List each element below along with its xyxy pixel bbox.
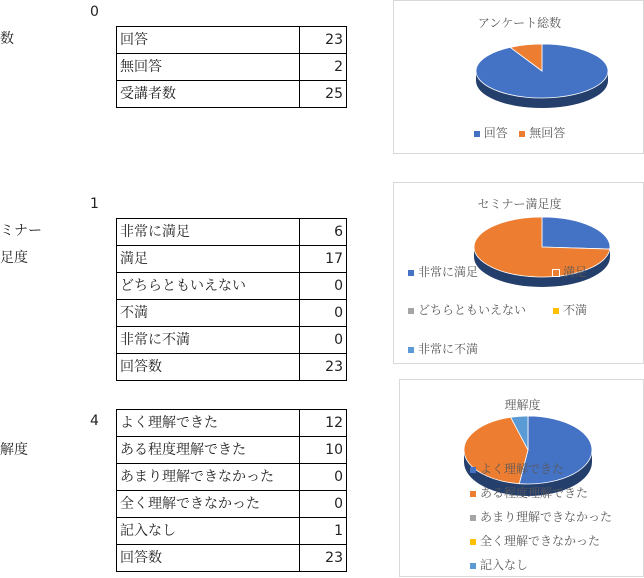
table-cell-label: 受講者数	[117, 81, 300, 108]
table-row	[117, 545, 347, 572]
table-row	[117, 464, 347, 491]
legend-label: あまり理解できなかった	[480, 510, 613, 524]
table-row	[117, 410, 347, 437]
table-row	[117, 354, 347, 381]
satisfaction-table	[116, 218, 347, 381]
legend-swatch	[519, 131, 525, 137]
section-number: 0	[90, 4, 99, 20]
table-row	[117, 81, 347, 108]
table-cell-value: 23	[300, 545, 347, 572]
table-row	[117, 491, 347, 518]
legend-swatch	[553, 308, 559, 314]
legend-swatch	[408, 308, 414, 314]
table-cell-label: 非常に不満	[117, 327, 300, 354]
legend-label: 回答	[483, 126, 508, 140]
survey-count-chart[interactable]	[393, 0, 644, 154]
understanding-table	[116, 409, 347, 572]
table-cell-value: 0	[300, 491, 347, 518]
legend-label: 満足	[563, 265, 588, 279]
table-cell-value: 0	[300, 327, 347, 354]
table-cell-label: 満足	[117, 246, 300, 273]
legend-label: 無回答	[529, 126, 566, 140]
table-cell-value: 0	[300, 300, 347, 327]
table-cell-value: 25	[300, 81, 347, 108]
chart-title: アンケート総数	[477, 16, 562, 30]
table-row	[117, 327, 347, 354]
legend-item	[408, 301, 526, 318]
section-label: 解度	[0, 442, 28, 458]
section-number: 1	[90, 196, 99, 212]
table-cell-label: 回答数	[117, 354, 300, 381]
legend-swatch	[470, 515, 476, 521]
chart-title: 理解度	[504, 398, 541, 412]
legend-label: どちらともいえない	[418, 303, 527, 317]
table-row	[117, 219, 347, 246]
legend-item	[470, 556, 528, 573]
understanding-chart[interactable]	[399, 379, 644, 577]
table-cell-label: 回答	[117, 27, 300, 54]
table-cell-label: あまり理解できなかった	[117, 464, 300, 491]
table-cell-label: 記入なし	[117, 518, 300, 545]
table-row	[117, 246, 347, 273]
table-cell-value: 10	[300, 437, 347, 464]
table-cell-value: 6	[300, 219, 347, 246]
pie-slice-1[interactable]	[542, 217, 610, 249]
legend-item	[408, 263, 478, 280]
legend-swatch	[470, 563, 476, 569]
chart-legend	[394, 124, 644, 141]
table-cell-value: 1	[300, 518, 347, 545]
table-cell-label: 無回答	[117, 54, 300, 81]
table-row	[117, 518, 347, 545]
survey-count-table	[116, 26, 347, 108]
table-row	[117, 27, 347, 54]
table-row	[117, 300, 347, 327]
legend-label: ある程度理解できた	[480, 486, 589, 500]
table-cell-value: 2	[300, 54, 347, 81]
table-row	[117, 54, 347, 81]
legend-label: 非常に不満	[418, 342, 479, 356]
table-cell-label: 不満	[117, 300, 300, 327]
table-row	[117, 437, 347, 464]
table-cell-value: 23	[300, 27, 347, 54]
legend-label: よく理解できた	[480, 462, 565, 476]
legend-label: 不満	[563, 303, 588, 317]
table-cell-value: 17	[300, 246, 347, 273]
table-cell-value: 23	[300, 354, 347, 381]
table-cell-label: 全く理解できなかった	[117, 491, 300, 518]
legend-item	[553, 301, 587, 318]
table-cell-value: 12	[300, 410, 347, 437]
section-label: 足度	[0, 250, 28, 266]
satisfaction-chart[interactable]	[393, 182, 644, 364]
legend-swatch	[474, 131, 480, 137]
legend-item	[408, 340, 478, 357]
chart-title: セミナー満足度	[477, 197, 562, 211]
table-cell-label: どちらともいえない	[117, 273, 300, 300]
legend-label: 全く理解できなかった	[480, 534, 601, 548]
table-cell-value: 0	[300, 273, 347, 300]
legend-item	[553, 263, 587, 280]
table-cell-label: 非常に満足	[117, 219, 300, 246]
legend-label: 非常に満足	[418, 265, 479, 279]
legend-item	[470, 460, 564, 477]
legend-item	[470, 484, 588, 501]
table-cell-label: よく理解できた	[117, 410, 300, 437]
legend-swatch	[553, 270, 559, 276]
legend-swatch	[470, 491, 476, 497]
table-cell-label: ある程度理解できた	[117, 437, 300, 464]
section-number: 4	[90, 413, 99, 429]
table-cell-value: 0	[300, 464, 347, 491]
legend-swatch	[408, 347, 414, 353]
table-cell-label: 回答数	[117, 545, 300, 572]
section-label: ミナー	[0, 223, 42, 239]
legend-item	[470, 508, 612, 525]
legend-swatch	[470, 467, 476, 473]
table-row	[117, 273, 347, 300]
legend-item	[470, 532, 600, 549]
legend-swatch	[408, 270, 414, 276]
legend-swatch	[470, 539, 476, 545]
section-label: 数	[0, 31, 14, 47]
legend-label: 記入なし	[480, 558, 529, 572]
